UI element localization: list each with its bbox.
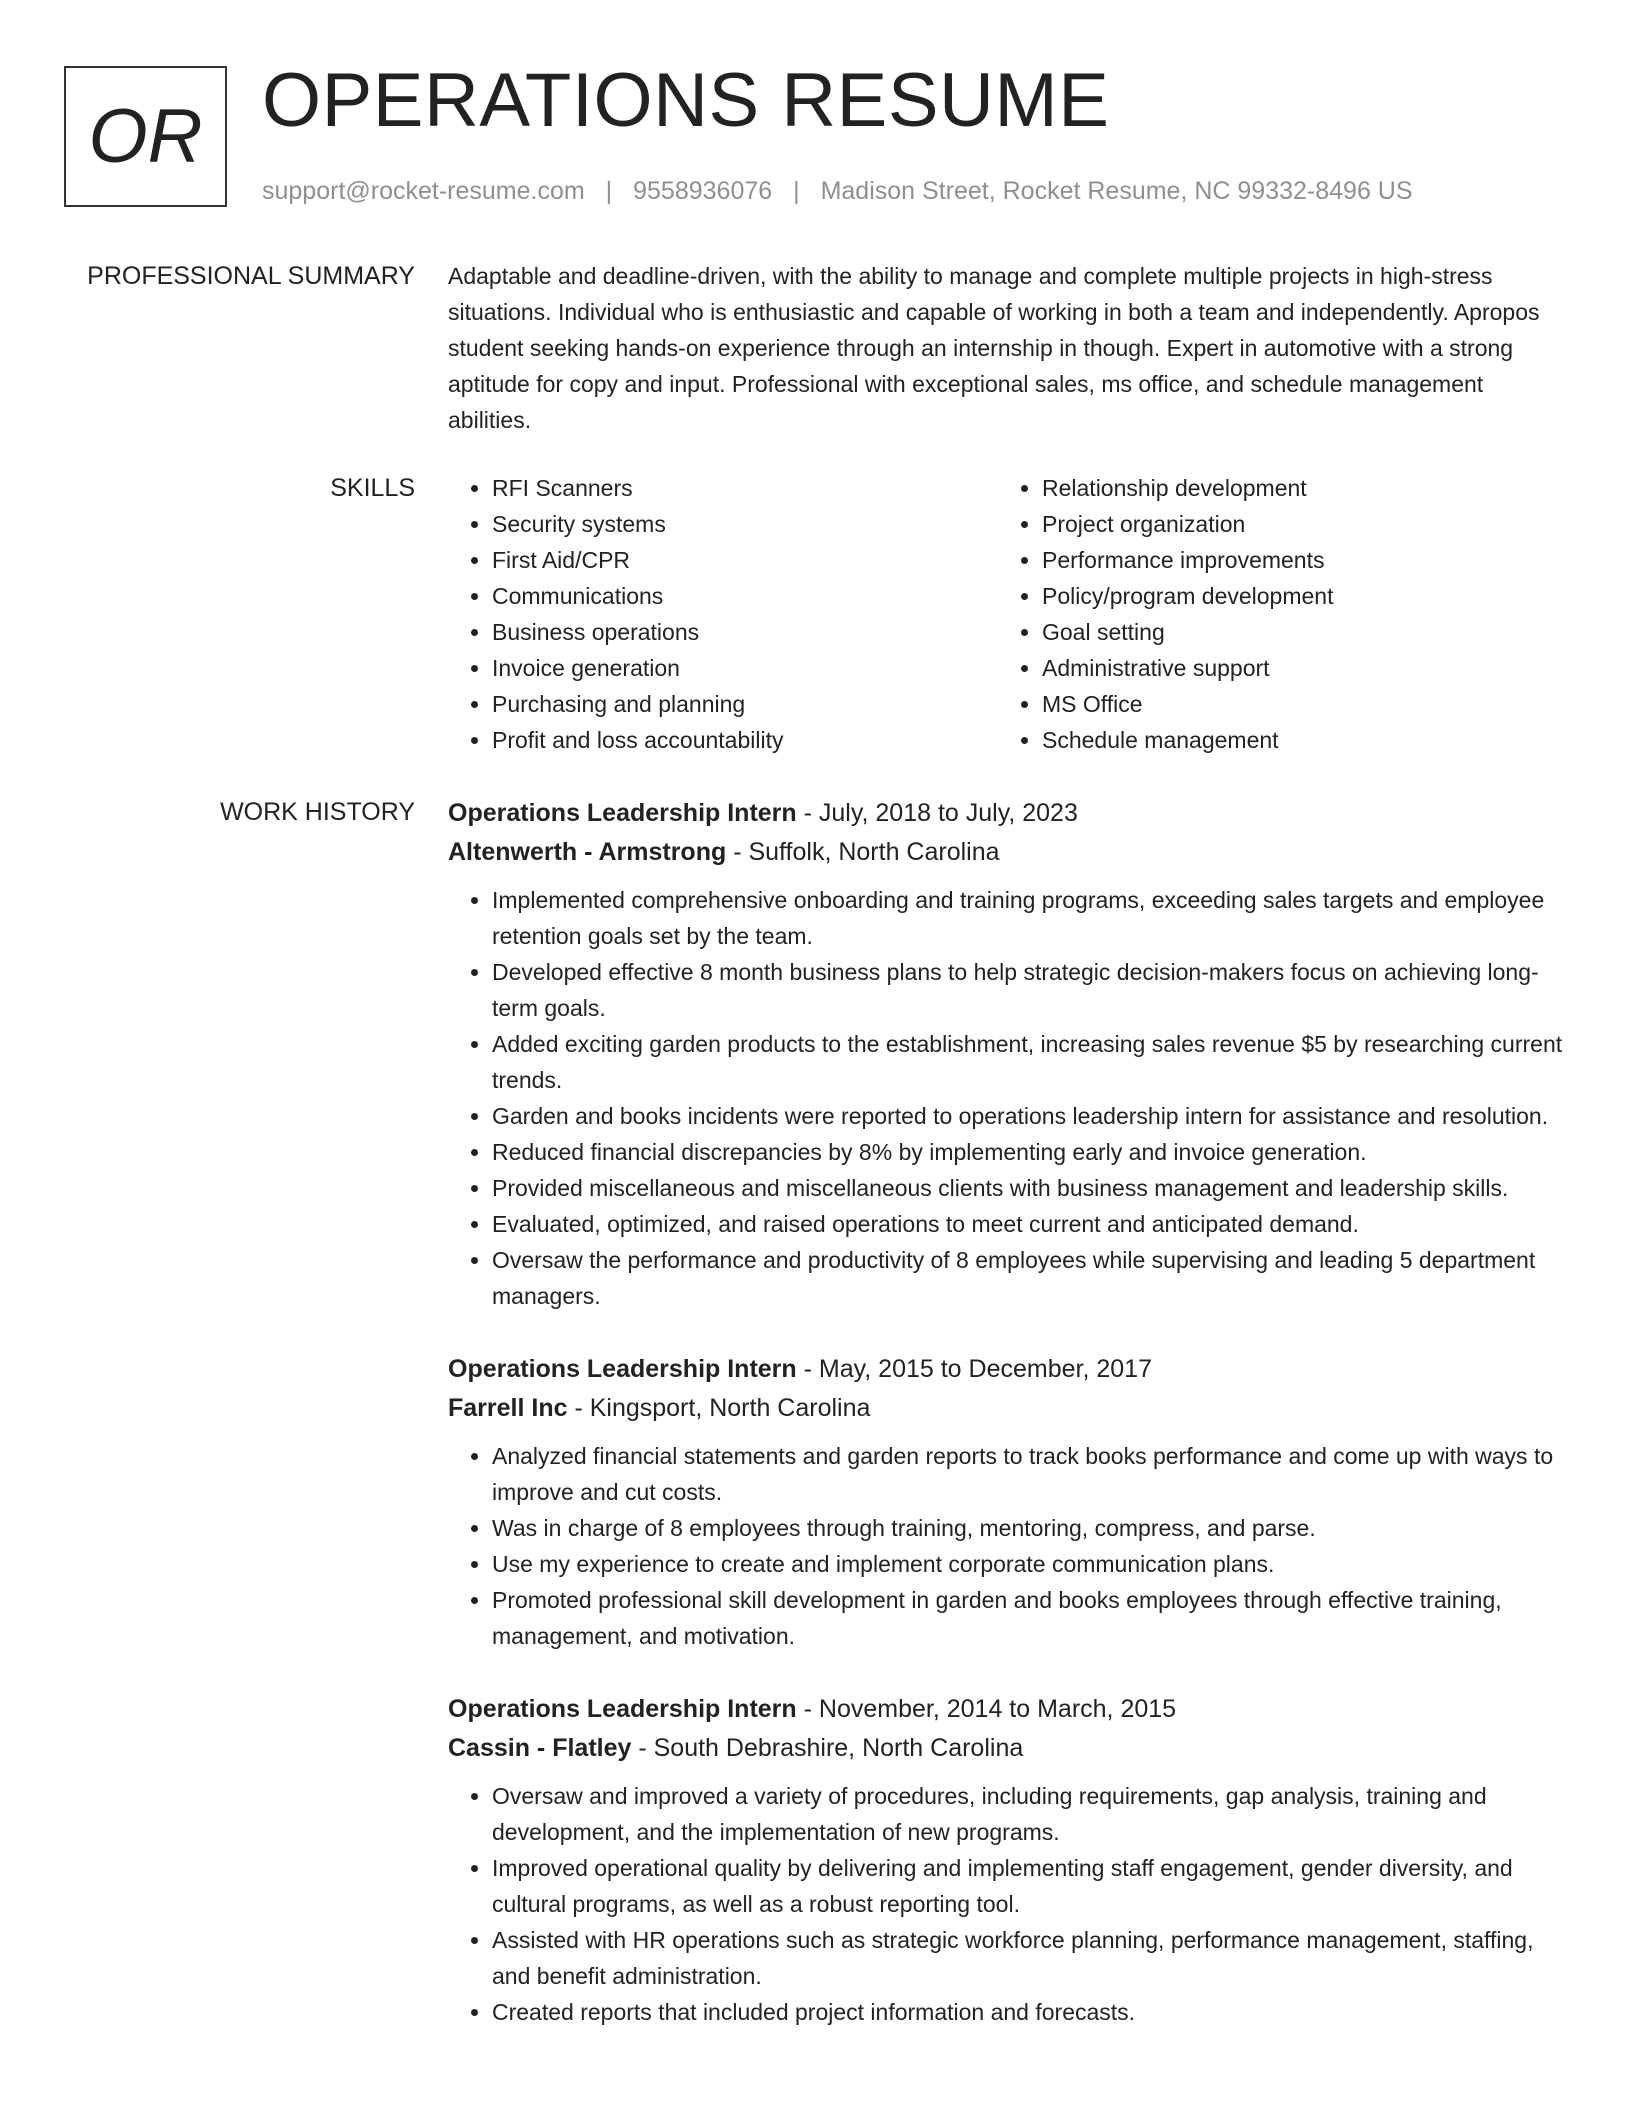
skill-item: • Security systems xyxy=(492,506,998,542)
summary-body xyxy=(448,258,1568,438)
job-bullet: • Assisted with HR operations such as strategic workforce planning, performance management, staffing, and benefit administration. xyxy=(492,1922,1568,1994)
job-bullet: • Reduced financial discrepancies by 8% by implementing early and invoice generation. xyxy=(492,1134,1568,1170)
job-company-line xyxy=(448,832,1568,872)
job-title-line xyxy=(448,794,1568,832)
job-bullet: • Oversaw and improved a variety of procedures, including requirements, gap analysis, training and development, and the implementation of new programs. xyxy=(492,1778,1568,1850)
job-bullet: • Was in charge of 8 employees through training, mentoring, compress, and parse. xyxy=(492,1510,1568,1546)
skill-item: • Communications xyxy=(492,578,998,614)
job-bullet: • Analyzed financial statements and garden reports to track books performance and come up with ways to improve and cut costs. xyxy=(492,1438,1568,1510)
skill-item: • First Aid/CPR xyxy=(492,542,998,578)
job-bullet: • Developed effective 8 month business plans to help strategic decision-makers focus on achieving long-term goals. xyxy=(492,954,1568,1026)
skill-item: • Goal setting xyxy=(1042,614,1548,650)
job-title: Operations Leadership Intern xyxy=(448,799,797,827)
job-location: - Suffolk, North Carolina xyxy=(726,838,1000,866)
job-entry xyxy=(448,1690,1568,2030)
job-dates: - July, 2018 to July, 2023 xyxy=(796,799,1078,827)
skill-item: • Business operations xyxy=(492,614,998,650)
skills-columns xyxy=(448,470,1568,758)
job-bullet: • Promoted professional skill development in garden and books employees through effective training, management, and motivation. xyxy=(492,1582,1568,1654)
job-bullet: • Oversaw the performance and productivity of 8 employees while supervising and leading 5 department managers. xyxy=(492,1242,1568,1314)
skill-item: • MS Office xyxy=(1042,686,1548,722)
job-title-line xyxy=(448,1350,1568,1388)
skills-body xyxy=(448,470,1568,758)
job-company-line xyxy=(448,1388,1568,1428)
job-location: - South Debrashire, North Carolina xyxy=(631,1734,1024,1762)
job-bullet: • Improved operational quality by delivering and implementing staff engagement, gender diversity, and cultural programs, as well as a robust reporting tool. xyxy=(492,1850,1568,1922)
job-bullet: • Created reports that included project information and forecasts. xyxy=(492,1994,1568,2030)
skill-item: • Schedule management xyxy=(1042,722,1548,758)
skill-item: • Relationship development xyxy=(1042,470,1548,506)
job-company: Cassin - Flatley xyxy=(448,1734,632,1762)
skill-item: • Profit and loss accountability xyxy=(492,722,998,758)
skill-item: • Policy/program development xyxy=(1042,578,1548,614)
job-bullets xyxy=(448,1438,1568,1654)
monogram-box xyxy=(64,66,227,207)
skill-item: • Invoice generation xyxy=(492,650,998,686)
job-bullet: • Evaluated, optimized, and raised operations to meet current and anticipated demand. xyxy=(492,1206,1568,1242)
contact-separator: | xyxy=(605,177,613,205)
work-history-heading: WORK HISTORY xyxy=(220,798,415,826)
job-bullets xyxy=(448,1778,1568,2030)
contact-email: support@rocket-resume.com xyxy=(262,177,585,205)
summary-text: Adaptable and deadline-driven, with the ability to manage and complete multiple projects in high-stress situations. Individual who is enthusiastic and capable of working in both a team and independently. Apropos student seeking hands-on experience through an internship in though. Expert in automotive with a strong aptitude for copy and input. Professional with exceptional sales, ms office, and schedule management abilities. xyxy=(448,263,1540,433)
job-dates: - May, 2015 to December, 2017 xyxy=(796,1355,1152,1383)
monogram-text: OR xyxy=(88,94,203,179)
skills-left-column xyxy=(448,470,998,758)
job-bullet: • Provided miscellaneous and miscellaneous clients with business management and leadership skills. xyxy=(492,1170,1568,1206)
work-history-body xyxy=(448,794,1568,2066)
job-dates: - November, 2014 to March, 2015 xyxy=(796,1695,1177,1723)
job-bullets xyxy=(448,882,1568,1314)
job-location: - Kingsport, North Carolina xyxy=(567,1394,871,1422)
contact-address: Madison Street, Rocket Resume, NC 99332-8496 US xyxy=(820,177,1413,205)
job-company: Altenwerth - Armstrong xyxy=(448,838,727,866)
skill-item: • Project organization xyxy=(1042,506,1548,542)
job-entry xyxy=(448,1350,1568,1654)
job-title: Operations Leadership Intern xyxy=(448,1355,797,1383)
contact-phone: 9558936076 xyxy=(633,177,773,205)
job-bullet: • Garden and books incidents were reported to operations leadership intern for assistance and resolution. xyxy=(492,1098,1568,1134)
skill-item: • Purchasing and planning xyxy=(492,686,998,722)
job-company-line xyxy=(448,1728,1568,1768)
skill-item: • Administrative support xyxy=(1042,650,1548,686)
skills-heading: SKILLS xyxy=(330,474,415,502)
skill-item: • RFI Scanners xyxy=(492,470,998,506)
resume-title: OPERATIONS RESUME xyxy=(262,58,1110,143)
contact-line xyxy=(262,176,1413,206)
summary-heading: PROFESSIONAL SUMMARY xyxy=(87,262,415,290)
job-company: Farrell Inc xyxy=(448,1394,568,1422)
job-entry xyxy=(448,794,1568,1314)
skills-right-column xyxy=(998,470,1548,758)
job-bullet: • Implemented comprehensive onboarding and training programs, exceeding sales targets and employee retention goals set by the team. xyxy=(492,882,1568,954)
job-title: Operations Leadership Intern xyxy=(448,1695,797,1723)
skill-item: • Performance improvements xyxy=(1042,542,1548,578)
job-bullet: • Added exciting garden products to the establishment, increasing sales revenue $5 by researching current trends. xyxy=(492,1026,1568,1098)
job-bullet: • Use my experience to create and implement corporate communication plans. xyxy=(492,1546,1568,1582)
contact-separator: | xyxy=(793,177,800,205)
job-title-line xyxy=(448,1690,1568,1728)
